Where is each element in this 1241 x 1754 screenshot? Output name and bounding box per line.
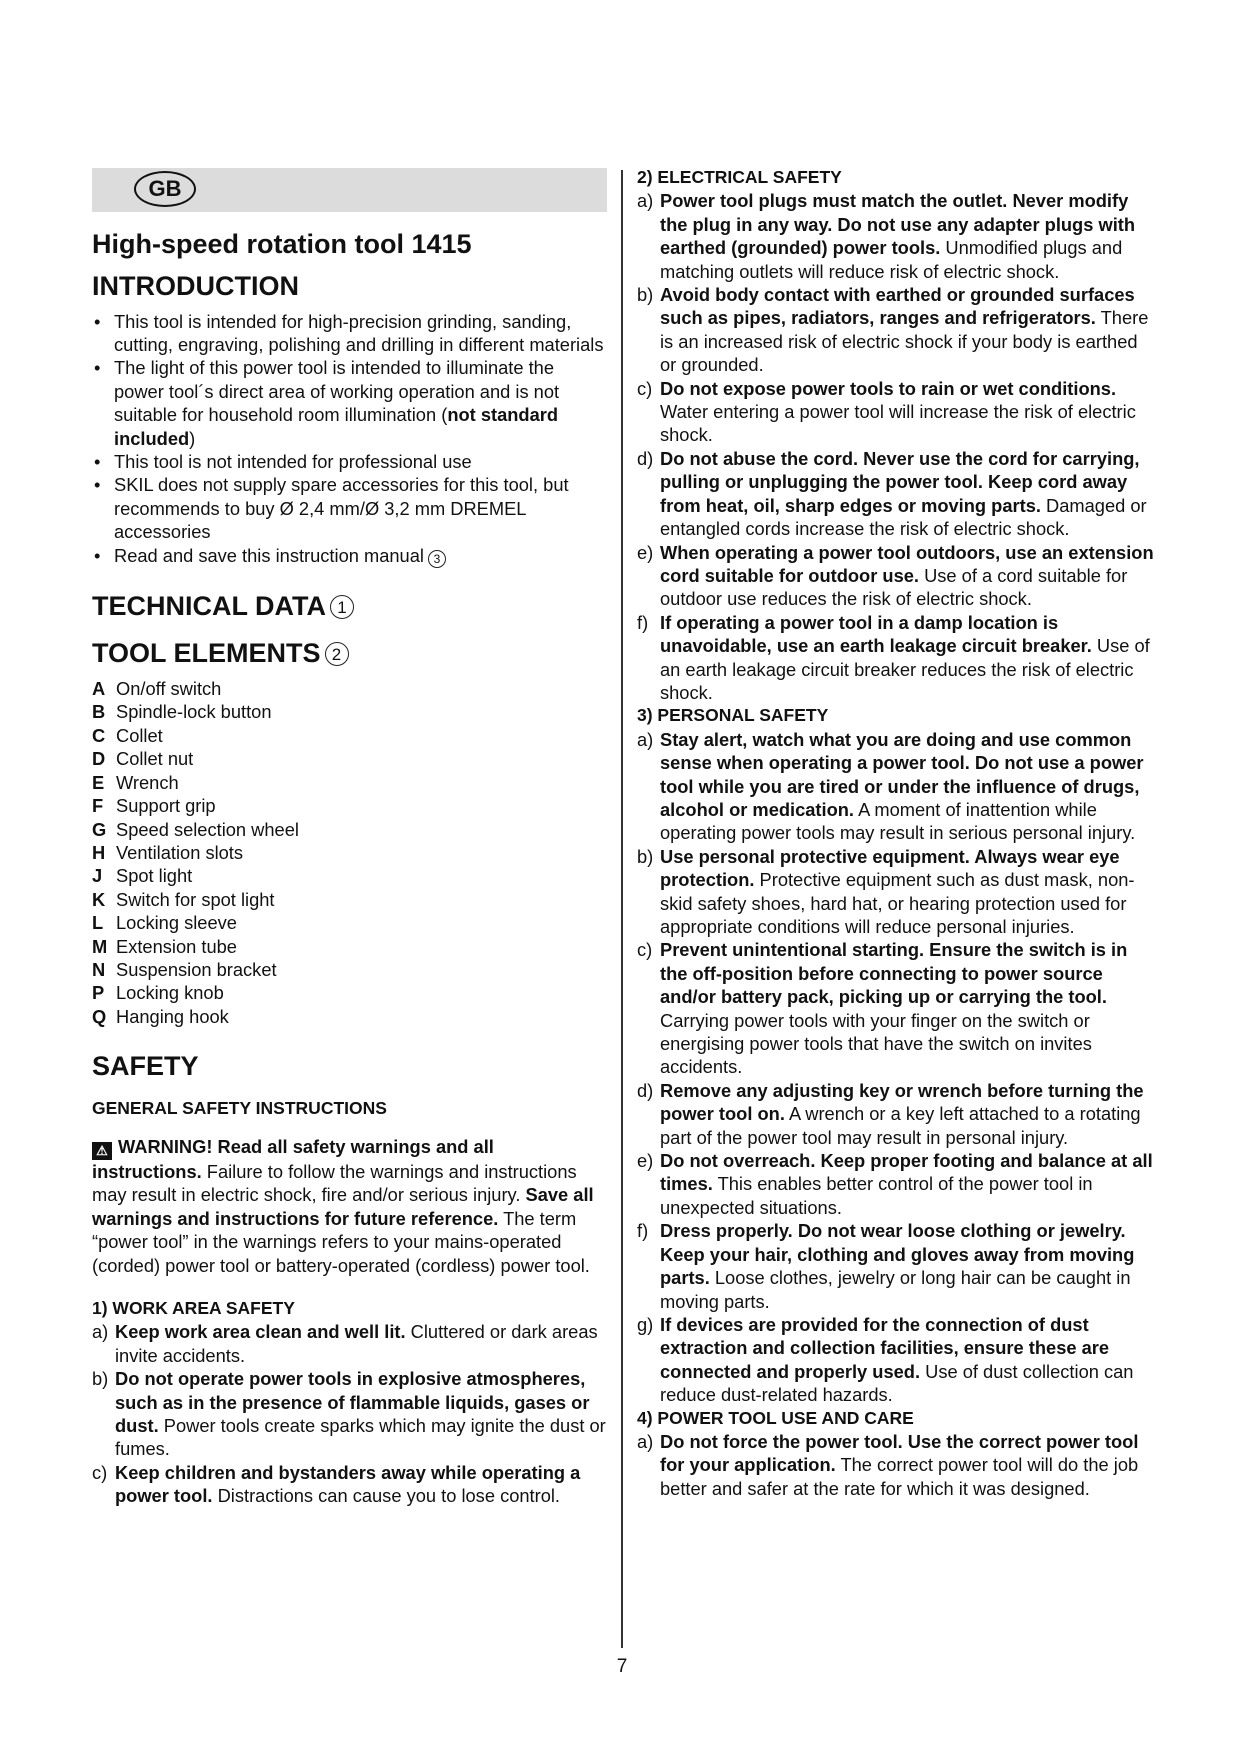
list-item: a) Power tool plugs must match the outlet. Never modify the plug in any way. Do not use any adapter plugs with earthed (grounded) power tools. Unmodified plugs and matching outlets will reduce risk of electric shock. xyxy=(637,190,1136,282)
list-item: E Wrench xyxy=(92,771,179,793)
general-safety-heading: GENERAL SAFETY INSTRUCTIONS xyxy=(92,1097,387,1118)
list-item: H Ventilation slots xyxy=(92,841,244,863)
list-item: K Switch for spot light xyxy=(92,888,275,910)
language-badge: GB xyxy=(134,171,196,207)
list-item: b) Avoid body contact with earthed or grounded surfaces such as pipes, radiators, ranges and refrigerators. There is an increased risk of electric shock if your body is earthed or grounded. xyxy=(637,284,1149,376)
list-item: c) Keep children and bystanders away while operating a power tool. Distractions can cause you to lose control. xyxy=(92,1461,581,1507)
tool-elements-heading: TOOL ELEMENTS 2 xyxy=(92,637,607,671)
language-bar xyxy=(92,168,607,212)
list-item: • SKIL does not supply spare accessories for this tool, but recommends to buy Ø 2,4 mm/Ø 3,2 mm DREMEL accessories xyxy=(92,473,607,543)
list-item: A On/off switch xyxy=(92,678,222,700)
power-tool-use-heading: 4) POWER TOOL USE AND CARE xyxy=(637,1407,914,1428)
electrical-safety-heading: 2) ELECTRICAL SAFETY xyxy=(637,167,842,187)
list-item: • This tool is not intended for professional use xyxy=(92,450,607,473)
list-item: M Extension tube xyxy=(92,935,237,957)
list-item: c) Do not expose power tools to rain or wet conditions. Water entering a power tool will increase the risk of electric shock. xyxy=(637,377,1136,446)
list-item: c) Prevent unintentional starting. Ensure the switch is in the off-position before connecting to power source and/or battery pack, picking up or carrying the tool. Carrying power tools with your finger on the switch or energising power tools that have the switch on invites accidents. xyxy=(637,939,1128,1078)
list-item: P Locking knob xyxy=(92,982,224,1004)
list-item: d) Do not abuse the cord. Never use the cord for carrying, pulling or unplugging the power tool. Keep cord away from heat, oil, sharp edges or moving parts. Damaged or entangled cords increase the risk of electric shock. xyxy=(637,447,1147,540)
page-number: 7 xyxy=(616,1656,628,1677)
figure-ref-badge: 2 xyxy=(325,642,349,666)
warning-paragraph: ⚠ WARNING! Read all safety warnings and all instructions. Failure to follow the warnings and instructions may result in electric shock, fire and/or serious injury. Save all warnings and instructions for future reference. The term “power tool” in the warnings refers to your mains-operated (corded) power tool or battery-operated (cordless) power tool. xyxy=(92,1135,594,1276)
figure-ref-badge: 1 xyxy=(330,595,354,619)
list-item: a) Keep work area clean and well lit. Cluttered or dark areas invite accidents. xyxy=(92,1321,598,1366)
introduction-heading: INTRODUCTION xyxy=(92,270,299,301)
list-item: • The light of this power tool is intended to illuminate the power tool´s direct area of working operation and is not suitable for household room illumination (not standard included) xyxy=(92,356,607,450)
list-item: • This tool is intended for high-precision grinding, sanding, cutting, engraving, polishing and drilling in different materials xyxy=(92,310,607,357)
column-divider xyxy=(621,170,623,1648)
list-item: C Collet xyxy=(92,724,163,746)
technical-data-heading: TECHNICAL DATA 1 xyxy=(92,590,607,624)
left-column xyxy=(92,168,607,1508)
list-item: • Read and save this instruction manual 3 xyxy=(92,544,607,568)
right-column xyxy=(637,166,1157,1500)
list-item: g) If devices are provided for the connection of dust extraction and collection facilities, ensure these are connected and properly used. Use of dust collection can reduce dust-related hazards. xyxy=(637,1313,1134,1406)
list-item: f) Dress properly. Do not wear loose clothing or jewelry. Keep your hair, clothing and gloves away from moving parts. Loose clothes, jewelry or long hair can be caught in moving parts. xyxy=(637,1220,1135,1312)
list-item: J Spot light xyxy=(92,865,193,887)
warning-icon: ⚠ xyxy=(92,1142,112,1160)
list-item: B Spindle-lock button xyxy=(92,701,272,723)
list-item: e) Do not overreach. Keep proper footing and balance at all times. This enables better control of the power tool in unexpected situations. xyxy=(637,1150,1153,1218)
list-item: e) When operating a power tool outdoors, use an extension cord suitable for outdoor use. Use of a cord suitable for outdoor use reduces the risk of electric shock. xyxy=(637,541,1154,610)
list-item: F Support grip xyxy=(92,795,216,817)
introduction-list xyxy=(92,310,607,568)
work-area-heading: 1) WORK AREA SAFETY xyxy=(92,1297,295,1318)
list-item: G Speed selection wheel xyxy=(92,818,299,840)
list-item: N Suspension bracket xyxy=(92,958,277,980)
list-item: b) Use personal protective equipment. Always wear eye protection. Protective equipment such as dust mask, non-skid safety shoes, hard hat, or hearing protection used for appropriate conditions will reduce personal injuries. xyxy=(637,845,1135,937)
list-item: a) Stay alert, watch what you are doing and use common sense when operating a power tool. Do not use a power tool while you are tired or under the influence of drugs, alcohol or medication. A moment of inattention while operating power tools may result in serious personal injury. xyxy=(637,728,1144,844)
list-item: L Locking sleeve xyxy=(92,912,237,934)
safety-heading: SAFETY xyxy=(92,1051,199,1082)
list-item: Q Hanging hook xyxy=(92,1005,229,1027)
list-item: D Collet nut xyxy=(92,748,194,770)
figure-ref-badge: 3 xyxy=(428,550,446,568)
list-item: f) If operating a power tool in a damp location is unavoidable, use an earth leakage circuit breaker. Use of an earth leakage circuit breaker reduces the risk of electric shock. xyxy=(637,611,1150,703)
list-item: a) Do not force the power tool. Use the correct power tool for your application. The correct power tool will do the job better and safer at the rate for which it was designed. xyxy=(637,1430,1139,1499)
tool-elements-list xyxy=(92,677,607,1028)
list-item: b) Do not operate power tools in explosive atmospheres, such as in the presence of flammable liquids, gases or dust. Power tools create sparks which may ignite the dust or fumes. xyxy=(92,1368,606,1460)
list-item: d) Remove any adjusting key or wrench before turning the power tool on. A wrench or a key left attached to a rotating part of the power tool may result in personal injury. xyxy=(637,1079,1144,1148)
product-title: High-speed rotation tool 1415 xyxy=(92,229,472,259)
personal-safety-heading: 3) PERSONAL SAFETY xyxy=(637,705,829,726)
